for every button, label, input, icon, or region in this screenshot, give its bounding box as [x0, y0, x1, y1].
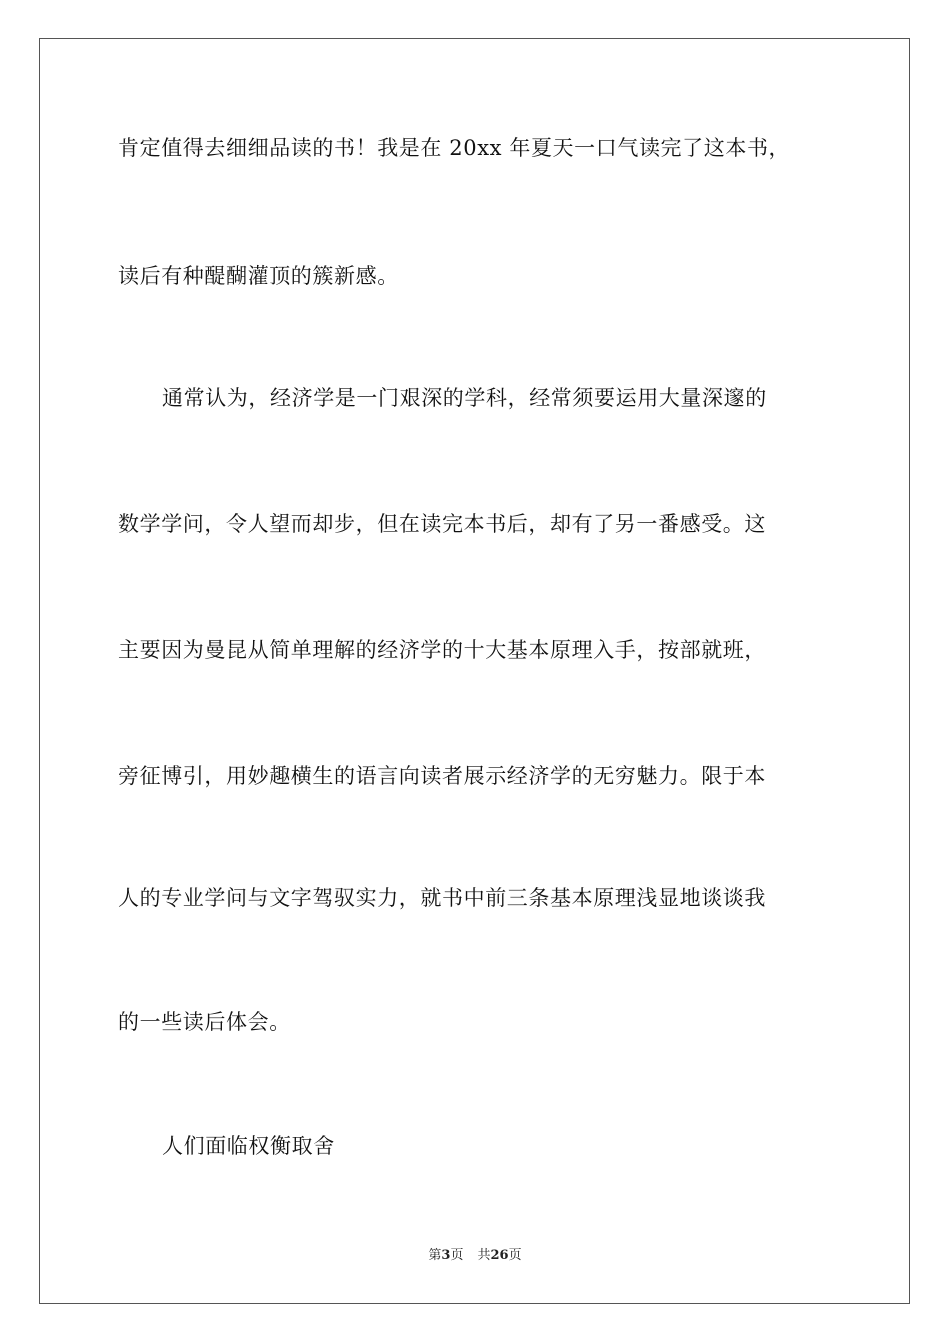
footer-total-prefix: 共 — [477, 1248, 491, 1263]
footer-total-pages: 26 — [490, 1248, 509, 1263]
paragraph-2-line-1: 通常认为，经济学是一门艰深的学科，经常须要运用大量深邃的 — [162, 386, 767, 410]
footer-page-number: 3 — [441, 1248, 451, 1263]
section-heading: 人们面临权衡取舍 — [162, 1134, 335, 1158]
footer-total-suffix: 页 — [508, 1248, 522, 1263]
page-footer — [0, 1247, 950, 1265]
paragraph-2-line-3: 主要因为曼昆从简单理解的经济学的十大基本原理入手，按部就班， — [118, 638, 766, 662]
page-border — [39, 38, 910, 1304]
footer-page-prefix: 第 — [428, 1248, 442, 1263]
body-line-2: 读后有种醍醐灌顶的簇新感。 — [118, 264, 399, 288]
paragraph-2-line-6: 的一些读后体会。 — [118, 1010, 291, 1034]
paragraph-2-line-2: 数学学问，令人望而却步，但在读完本书后，却有了另一番感受。这 — [118, 512, 766, 536]
footer-page-suffix: 页 — [450, 1248, 464, 1263]
paragraph-2-line-5: 人的专业学问与文字驾驭实力，就书中前三条基本原理浅显地谈谈我 — [118, 886, 766, 910]
body-line-1: 肯定值得去细细品读的书！我是在 20xx 年夏天一口气读完了这本书， — [118, 136, 791, 160]
paragraph-2-line-4: 旁征博引，用妙趣横生的语言向读者展示经济学的无穷魅力。限于本 — [118, 764, 766, 788]
